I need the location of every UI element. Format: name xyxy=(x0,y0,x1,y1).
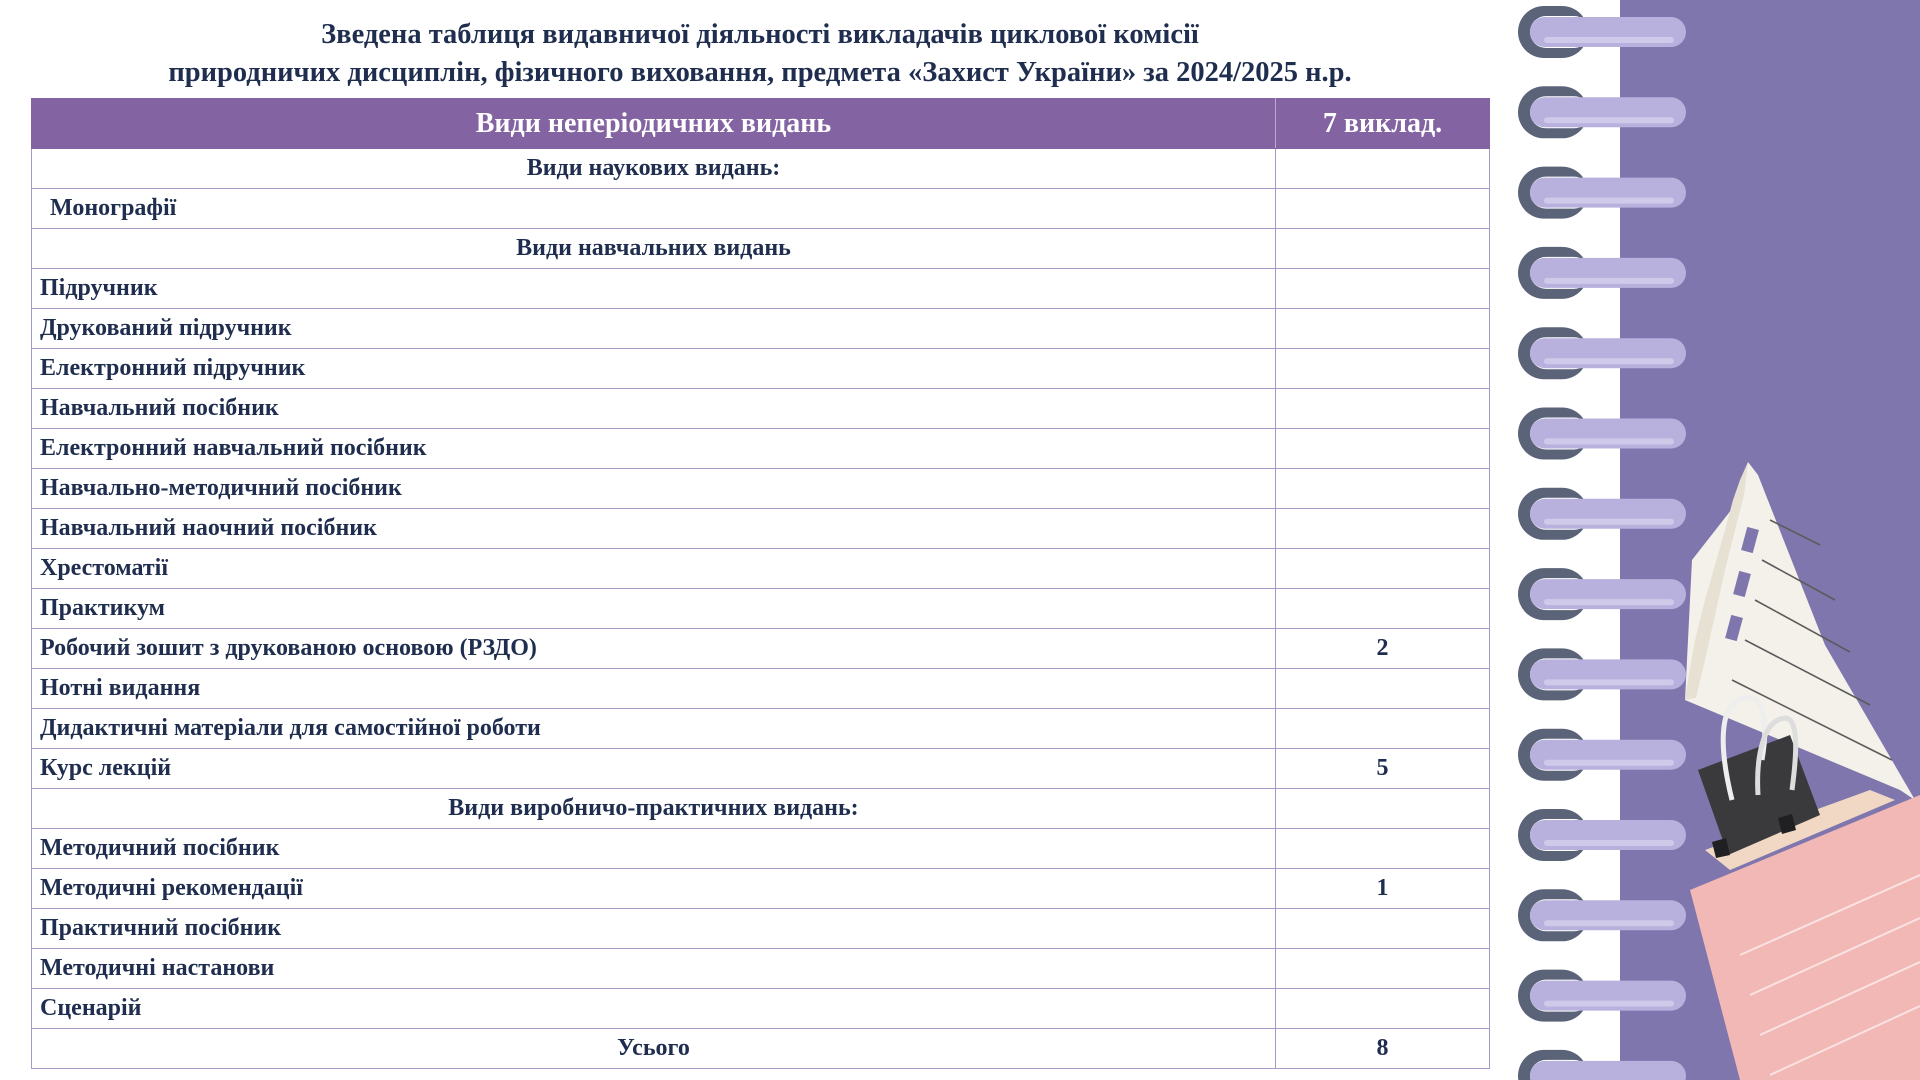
publication-type-cell: Електронний підручник xyxy=(32,349,1276,389)
count-cell xyxy=(1276,389,1490,429)
count-cell xyxy=(1276,589,1490,629)
table-row xyxy=(32,189,1490,229)
table-row xyxy=(32,989,1490,1029)
title-line-2: природничих дисциплін, фізичного виховання, предмета «Захист України» за 2024/2025 н.р. xyxy=(168,57,1352,88)
count-cell xyxy=(1276,229,1490,269)
section-heading-cell: Види навчальних видань xyxy=(32,229,1276,269)
table-row xyxy=(32,669,1490,709)
count-cell xyxy=(1276,349,1490,389)
table-row xyxy=(32,149,1490,189)
table-row xyxy=(32,469,1490,509)
publication-type-cell: Монографії xyxy=(32,189,1276,229)
section-heading-cell: Види наукових видань: xyxy=(32,149,1276,189)
count-cell: 8 xyxy=(1276,1029,1490,1069)
header-teachers-count: 7 виклад. xyxy=(1276,99,1490,149)
publication-type-cell: Навчальний наочний посібник xyxy=(32,509,1276,549)
table-row xyxy=(32,229,1490,269)
count-cell xyxy=(1276,429,1490,469)
table-row xyxy=(32,749,1490,789)
count-cell xyxy=(1276,149,1490,189)
table-row xyxy=(32,869,1490,909)
table-row xyxy=(32,349,1490,389)
publication-type-cell: Сценарій xyxy=(32,989,1276,1029)
table-row xyxy=(32,709,1490,749)
publication-type-cell: Нотні видання xyxy=(32,669,1276,709)
table-row xyxy=(32,629,1490,669)
publication-type-cell: Навчально-методичний посібник xyxy=(32,469,1276,509)
table-row xyxy=(32,829,1490,869)
publication-type-cell: Підручник xyxy=(32,269,1276,309)
publication-type-cell: Методичні настанови xyxy=(32,949,1276,989)
publication-type-cell: Методичні рекомендації xyxy=(32,869,1276,909)
publication-type-cell: Робочий зошит з друкованою основою (РЗДО) xyxy=(32,629,1276,669)
header-publication-types: Види неперіодичних видань xyxy=(32,99,1276,149)
count-cell xyxy=(1276,669,1490,709)
section-heading-cell: Види виробничо-практичних видань: xyxy=(32,789,1276,829)
page-title xyxy=(30,16,1490,92)
publication-type-cell: Практичний посібник xyxy=(32,909,1276,949)
count-cell xyxy=(1276,269,1490,309)
table-row xyxy=(32,549,1490,589)
table-row xyxy=(32,309,1490,349)
notebook-decoration xyxy=(1500,0,1920,1080)
count-cell xyxy=(1276,789,1490,829)
section-heading-cell: Усього xyxy=(32,1029,1276,1069)
table-row xyxy=(32,1029,1490,1069)
publication-type-cell: Практикум xyxy=(32,589,1276,629)
count-cell xyxy=(1276,309,1490,349)
count-cell xyxy=(1276,829,1490,869)
table-row xyxy=(32,589,1490,629)
count-cell xyxy=(1276,549,1490,589)
publication-type-cell: Методичний посібник xyxy=(32,829,1276,869)
count-cell xyxy=(1276,949,1490,989)
table-row xyxy=(32,509,1490,549)
title-line-1: Зведена таблиця видавничої діяльності викладачів циклової комісії xyxy=(321,19,1199,50)
table-row xyxy=(32,789,1490,829)
publication-type-cell: Електронний навчальний посібник xyxy=(32,429,1276,469)
count-cell xyxy=(1276,189,1490,229)
count-cell: 2 xyxy=(1276,629,1490,669)
table-row xyxy=(32,429,1490,469)
count-cell xyxy=(1276,989,1490,1029)
count-cell xyxy=(1276,509,1490,549)
count-cell: 5 xyxy=(1276,749,1490,789)
publication-type-cell: Дидактичні матеріали для самостійної роботи xyxy=(32,709,1276,749)
count-cell: 1 xyxy=(1276,869,1490,909)
table-header-row xyxy=(32,99,1490,149)
count-cell xyxy=(1276,909,1490,949)
publications-table xyxy=(31,98,1490,1069)
table-row xyxy=(32,949,1490,989)
publication-type-cell: Курс лекцій xyxy=(32,749,1276,789)
table-row xyxy=(32,389,1490,429)
table-row xyxy=(32,269,1490,309)
table-row xyxy=(32,909,1490,949)
count-cell xyxy=(1276,709,1490,749)
publication-type-cell: Навчальний посібник xyxy=(32,389,1276,429)
publication-type-cell: Друкований підручник xyxy=(32,309,1276,349)
table-body xyxy=(32,149,1490,1069)
publication-type-cell: Хрестоматії xyxy=(32,549,1276,589)
count-cell xyxy=(1276,469,1490,509)
